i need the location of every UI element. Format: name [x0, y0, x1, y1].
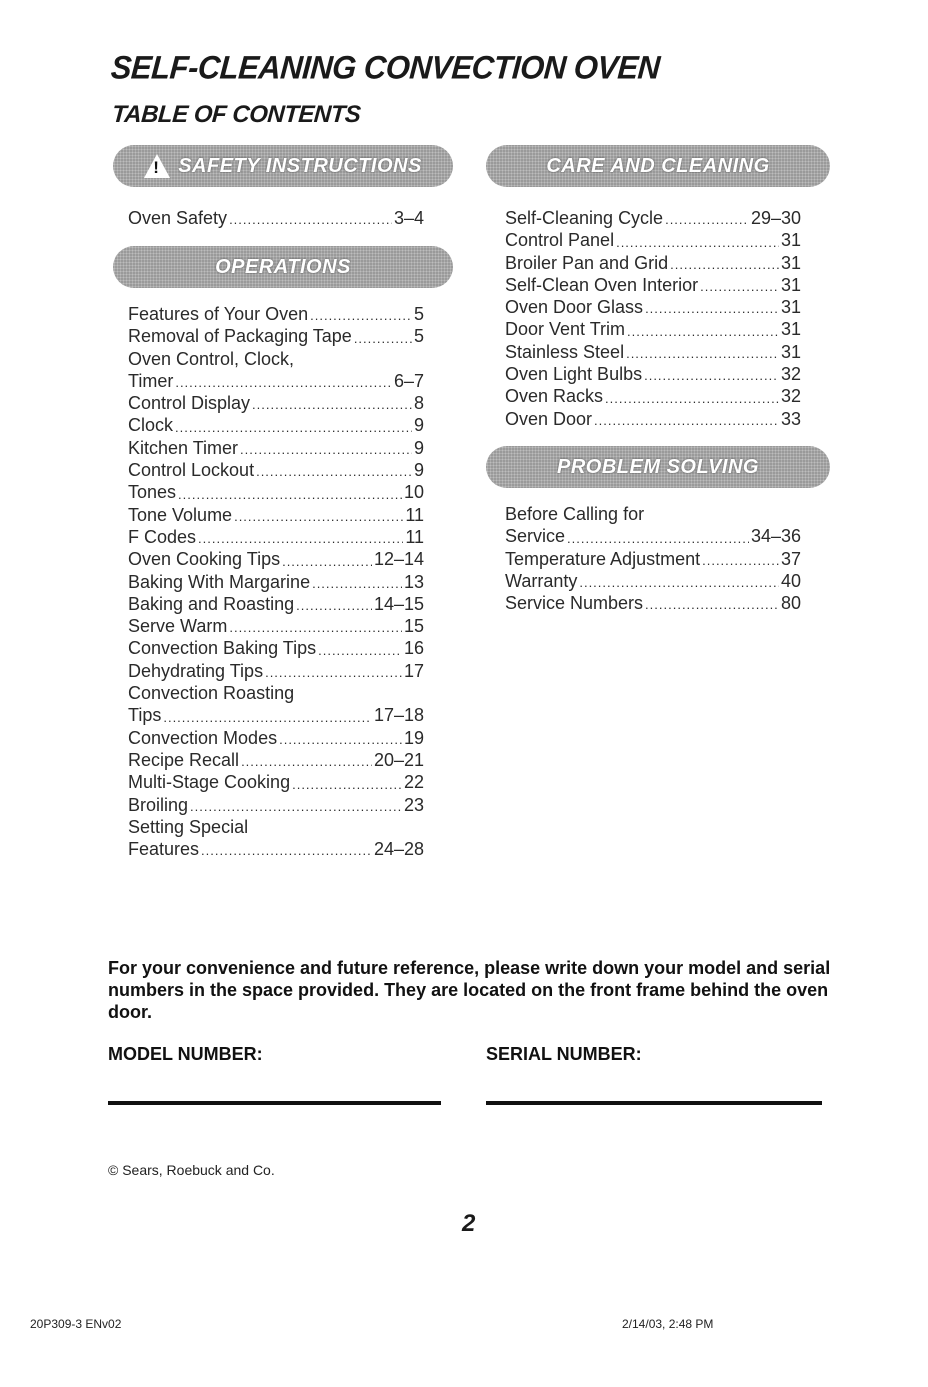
model-number-line — [108, 1101, 441, 1105]
toc-entry — [128, 548, 424, 570]
section-header-safety — [113, 145, 453, 187]
toc-entry-label: Warranty — [505, 570, 578, 591]
section-header-label: CARE AND CLEANING — [546, 154, 770, 177]
toc-leader-dots — [645, 300, 779, 318]
toc-entry-page: 37 — [780, 548, 801, 569]
toc-entry-page: 40 — [780, 570, 801, 591]
toc-entry — [128, 504, 424, 526]
toc-entry — [505, 525, 801, 547]
toc-list-care — [505, 207, 801, 430]
toc-leader-dots — [702, 552, 779, 570]
toc-entry — [128, 771, 424, 793]
toc-entry-page: 5 — [413, 326, 424, 347]
toc-entry-label: Baking With Margarine — [128, 571, 311, 592]
toc-entry-label: Oven Control, Clock, — [128, 348, 295, 369]
serial-number-line — [486, 1101, 822, 1105]
toc-entry-page: 17 — [403, 660, 424, 681]
toc-leader-dots — [318, 642, 402, 660]
toc-entry-page: 11 — [405, 504, 424, 525]
toc-entry-page: 10 — [403, 482, 424, 503]
toc-entry-page: 13 — [403, 571, 424, 592]
toc-entry-label: Temperature Adjustment — [505, 548, 701, 569]
toc-entry-label: Control Display — [128, 393, 251, 414]
page-number: 2 — [462, 1210, 476, 1237]
toc-entry-label: Oven Light Bulbs — [505, 364, 643, 385]
toc-entry — [128, 794, 424, 816]
toc-entry-page: 12–14 — [373, 549, 424, 570]
toc-entry-page: 9 — [413, 437, 424, 458]
toc-leader-dots — [579, 574, 779, 592]
toc-entry-page: 8 — [413, 393, 424, 414]
toc-entry-page: 24–28 — [373, 839, 424, 860]
document-title: SELF-CLEANING CONVECTION OVEN — [109, 49, 661, 86]
toc-entry — [128, 593, 424, 615]
toc-entry-page: 22 — [403, 772, 424, 793]
toc-entry — [505, 274, 801, 296]
toc-entry — [128, 437, 424, 459]
toc-entry-page: 16 — [403, 638, 424, 659]
toc-entry — [505, 385, 801, 407]
toc-entry-label: Removal of Packaging Tape — [128, 326, 352, 347]
toc-leader-dots — [626, 345, 779, 363]
toc-leader-dots — [296, 597, 372, 615]
toc-leader-dots — [616, 234, 779, 252]
toc-entry — [128, 526, 424, 548]
toc-entry-label: Tips — [128, 705, 162, 726]
toc-entry-page: 17–18 — [373, 705, 424, 726]
toc-entry-label: Features — [128, 839, 200, 860]
toc-leader-dots — [252, 396, 412, 414]
toc-entry-label: Tones — [128, 482, 177, 503]
model-number-label: MODEL NUMBER: — [108, 1044, 263, 1064]
toc-leader-dots — [229, 619, 402, 637]
toc-entry-page: 34–36 — [750, 526, 801, 547]
toc-entry — [505, 592, 801, 614]
toc-leader-dots — [265, 664, 402, 682]
toc-leader-dots — [605, 390, 779, 408]
toc-leader-dots — [175, 374, 392, 392]
toc-entry — [128, 459, 424, 481]
toc-entry — [505, 296, 801, 318]
toc-leader-dots — [354, 330, 412, 348]
toc-entry-page: 20–21 — [373, 749, 424, 770]
toc-leader-dots — [665, 211, 749, 229]
toc-entry — [128, 749, 424, 771]
toc-leader-dots — [645, 596, 779, 614]
toc-entry-page: 9 — [413, 415, 424, 436]
toc-entry-page: 33 — [780, 408, 801, 429]
toc-leader-dots — [594, 412, 779, 430]
toc-leader-dots — [567, 530, 749, 548]
toc-entry-label: Service Numbers — [505, 593, 644, 614]
toc-entry — [505, 363, 801, 385]
footer-timestamp: 2/14/03, 2:48 PM — [622, 1317, 714, 1331]
toc-leader-dots — [292, 776, 402, 794]
toc-entry-page: 29–30 — [750, 208, 801, 228]
warning-triangle-icon — [144, 154, 170, 178]
toc-leader-dots — [190, 798, 402, 816]
toc-entry-label: Door Vent Trim — [505, 319, 626, 340]
toc-entry-label: Baking and Roasting — [128, 593, 295, 614]
toc-entry — [128, 660, 424, 682]
toc-leader-dots — [700, 278, 779, 296]
toc-entry — [128, 348, 424, 370]
toc-entry-label: Dehydrating Tips — [128, 660, 264, 681]
toc-entry-label: Service — [505, 526, 566, 547]
section-header-label: SAFETY INSTRUCTIONS — [178, 154, 422, 177]
toc-entry — [128, 682, 424, 704]
toc-list-safety — [128, 207, 424, 229]
toc-entry-label: Tone Volume — [128, 504, 233, 525]
toc-entry-label: Oven Cooking Tips — [128, 549, 281, 570]
toc-entry-page: 31 — [780, 319, 801, 340]
toc-leader-dots — [627, 323, 779, 341]
toc-entry-page: 80 — [780, 593, 801, 614]
toc-heading: TABLE OF CONTENTS — [111, 101, 362, 128]
toc-entry-label: Oven Safety — [128, 208, 228, 228]
toc-leader-dots — [279, 731, 402, 749]
toc-entry — [505, 548, 801, 570]
toc-entry-page: 19 — [403, 727, 424, 748]
section-header-label: PROBLEM SOLVING — [557, 455, 759, 478]
toc-entry — [128, 727, 424, 749]
section-header-operations — [113, 246, 453, 288]
toc-entry-page: 15 — [403, 616, 424, 637]
toc-entry-label: Self-Clean Oven Interior — [505, 274, 699, 295]
toc-entry-label: Control Panel — [505, 230, 615, 251]
toc-entry — [128, 704, 424, 726]
toc-entry-label: Broiling — [128, 794, 189, 815]
section-header-label: OPERATIONS — [215, 255, 351, 278]
toc-entry-page: 9 — [413, 460, 424, 481]
toc-entry-page: 32 — [780, 364, 801, 385]
toc-leader-dots — [256, 463, 412, 481]
toc-entry — [128, 481, 424, 503]
toc-list-problem — [505, 503, 801, 614]
toc-entry — [505, 503, 801, 525]
toc-entry-page: 31 — [780, 297, 801, 318]
toc-entry — [128, 637, 424, 659]
toc-entry — [128, 838, 424, 860]
toc-entry — [128, 414, 424, 436]
toc-entry-label: Features of Your Oven — [128, 304, 309, 324]
section-header-problem — [486, 446, 830, 488]
toc-entry-page: 6–7 — [393, 370, 424, 391]
toc-entry-page: 11 — [405, 526, 424, 547]
toc-entry-page: 3–4 — [393, 208, 424, 228]
toc-entry — [505, 252, 801, 274]
toc-entry-label: Clock — [128, 415, 174, 436]
toc-entry — [128, 325, 424, 347]
serial-number-label: SERIAL NUMBER: — [486, 1044, 642, 1064]
toc-entry-label: Multi-Stage Cooking — [128, 772, 291, 793]
toc-leader-dots — [178, 486, 402, 504]
toc-list-operations — [128, 303, 424, 860]
footer-file-id: 20P309-3 ENv02 — [30, 1317, 122, 1331]
toc-entry-label: Before Calling for — [505, 504, 645, 524]
copyright: © Sears, Roebuck and Co. — [108, 1162, 275, 1178]
toc-entry — [505, 207, 801, 229]
toc-entry — [128, 615, 424, 637]
toc-entry — [128, 370, 424, 392]
section-header-care — [486, 145, 830, 187]
toc-entry — [505, 570, 801, 592]
toc-entry-page: 32 — [780, 386, 801, 407]
toc-entry-page: 23 — [403, 794, 424, 815]
toc-entry-page: 31 — [780, 341, 801, 362]
toc-leader-dots — [163, 709, 372, 727]
toc-entry — [128, 571, 424, 593]
toc-entry-page: 14–15 — [373, 593, 424, 614]
toc-leader-dots — [229, 211, 392, 229]
toc-entry-label: Broiler Pan and Grid — [505, 252, 669, 273]
toc-entry-label: Convection Modes — [128, 727, 278, 748]
toc-leader-dots — [201, 842, 372, 860]
toc-entry — [505, 408, 801, 430]
toc-leader-dots — [241, 753, 372, 771]
toc-entry — [128, 816, 424, 838]
toc-entry-label: Kitchen Timer — [128, 437, 239, 458]
toc-entry-page: 31 — [780, 252, 801, 273]
toc-entry — [128, 207, 424, 229]
toc-leader-dots — [234, 508, 403, 526]
toc-entry-label: Recipe Recall — [128, 749, 240, 770]
toc-entry-label: F Codes — [128, 526, 197, 547]
toc-leader-dots — [282, 553, 372, 571]
toc-leader-dots — [240, 441, 412, 459]
toc-entry-page: 5 — [413, 304, 424, 324]
toc-entry — [128, 392, 424, 414]
toc-entry-label: Oven Door Glass — [505, 297, 644, 318]
toc-leader-dots — [310, 307, 412, 325]
toc-entry-label: Convection Baking Tips — [128, 638, 317, 659]
toc-leader-dots — [644, 367, 779, 385]
toc-entry-label: Self-Cleaning Cycle — [505, 208, 664, 228]
toc-entry-label: Setting Special — [128, 816, 249, 837]
toc-entry — [505, 341, 801, 363]
toc-leader-dots — [312, 575, 402, 593]
toc-entry — [505, 318, 801, 340]
toc-leader-dots — [198, 530, 403, 548]
toc-entry — [505, 229, 801, 251]
toc-leader-dots — [175, 419, 412, 437]
toc-entry-label: Oven Door — [505, 408, 593, 429]
toc-entry-label: Timer — [128, 370, 174, 391]
reference-note: For your convenience and future reference, please write down your model and serial numbers in the space provided. They are located on the front frame behind the oven door. — [108, 958, 831, 1022]
toc-entry-label: Serve Warm — [128, 616, 228, 637]
toc-entry-label: Control Lockout — [128, 460, 255, 481]
toc-leader-dots — [670, 256, 779, 274]
toc-entry-label: Convection Roasting — [128, 683, 295, 704]
toc-entry-label: Stainless Steel — [505, 341, 625, 362]
toc-entry-page: 31 — [780, 274, 801, 295]
toc-entry-label: Oven Racks — [505, 386, 604, 407]
toc-entry-page: 31 — [780, 230, 801, 251]
toc-entry — [128, 303, 424, 325]
